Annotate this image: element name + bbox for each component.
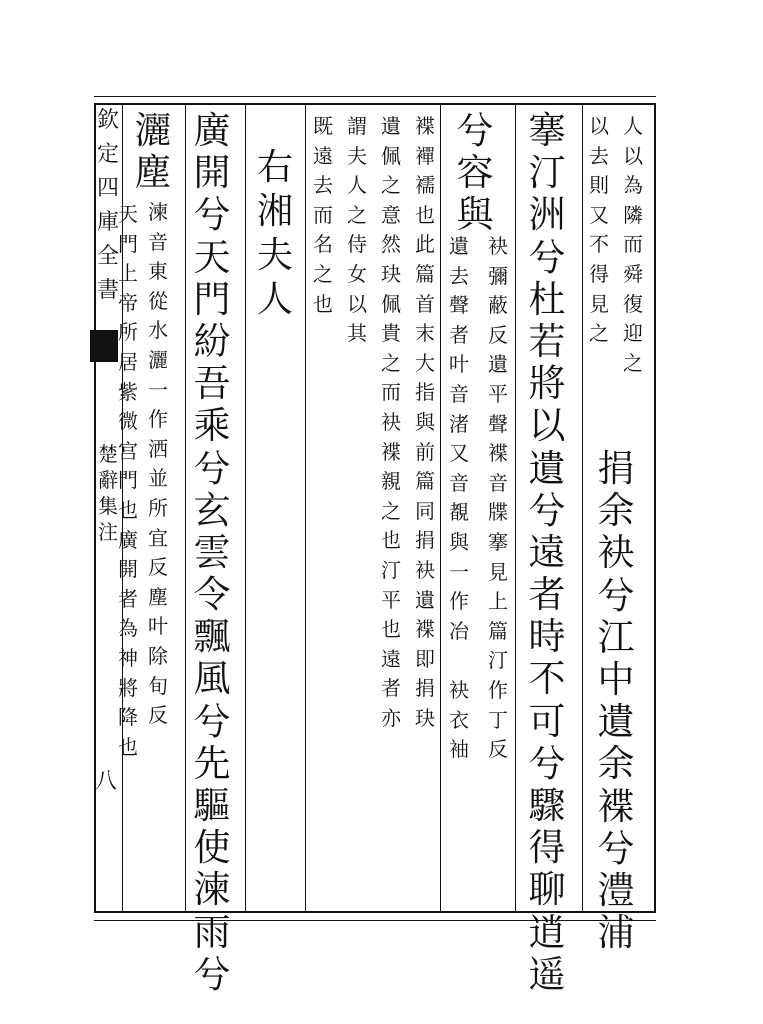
column-divider [245,103,246,913]
fish-tail-mark [90,330,118,362]
text-column-2 [588,112,610,349]
text-column-11 [192,109,232,998]
column-divider [185,103,186,913]
text-column-3 [527,109,567,998]
top-rule [94,96,656,97]
column-divider [582,103,583,913]
text-column-6 [414,112,436,733]
bottom-rule [94,920,656,921]
page-frame [94,103,656,913]
column-divider [440,103,441,913]
column-main-text: 灑 塵 [134,109,172,195]
column-divider [305,103,306,913]
text-column-5 [448,232,470,765]
column-text: 人 以 為 隣 而 舜 復 迎 之 [623,114,643,375]
text-column-9 [312,112,334,319]
column-text: 廣 開 兮 天 門 紛 吾 乘 兮 玄 雲 令 飄 風 兮 先 驅 使 湅 雨 兮 [193,109,231,996]
series-title-text: 楚 辭 集 注 [98,442,118,544]
text-column-7 [380,112,402,733]
text-column-1 [622,112,644,378]
column-text: 天 門 上 帝 所 居 紫 微 宫 門 也 廣 開 者 為 神 將 降 也 [118,202,138,759]
text-column-8 [346,112,368,349]
column-text: 遺 佩 之 意 然 玦 佩 貴 之 而 袂 褋 親 之 也 汀 平 也 遠 者 亦 [381,114,401,730]
column-main-text: 兮 容 與 [456,109,494,237]
column-text: 遺 去 聲 者 叶 音 渚 又 音 覩 與 一 作 冶 袂 衣 袖 [449,234,469,762]
column-note-text: 袂 彌 蔽 反 遺 平 聲 褋 音 牒 搴 見 上 篇 汀 作 丁 反 [488,234,508,762]
column-text: 謂 夫 人 之 侍 女 以 其 [347,114,367,346]
section-title [255,147,295,326]
column-divider [515,103,516,913]
page-number: 八 [95,769,118,794]
text-column-12 [133,109,173,728]
column-note-text: 湅 音 東 從 水 灑 一 作 洒 並 所 宜 反 塵 叶 除 旬 反 [148,200,168,728]
series-title [97,444,119,548]
column-text: 褋 襌 襦 也 此 篇 首 末 大 指 與 前 篇 同 捐 袂 遺 褋 即 捐 玦 [415,114,435,730]
text-column-13 [117,200,139,762]
column-text: 搴 汀 洲 兮 杜 若 將 以 遺 兮 遠 者 時 不 可 兮 驟 得 聊 逍 遥 [528,109,566,996]
text-column-1-main [596,447,636,956]
column-main-text: 捐 余 袂 兮 江 中 遺 余 褋 兮 澧 浦 [597,447,635,955]
book-title-text: 欽 定 四 庫 全 書 [96,108,119,303]
column-text: 既 遠 去 而 名 之 也 [313,114,333,316]
column-text: 以 去 則 又 不 得 見 之 [589,114,609,346]
section-title-text: 右 湘 夫 人 [256,147,293,320]
